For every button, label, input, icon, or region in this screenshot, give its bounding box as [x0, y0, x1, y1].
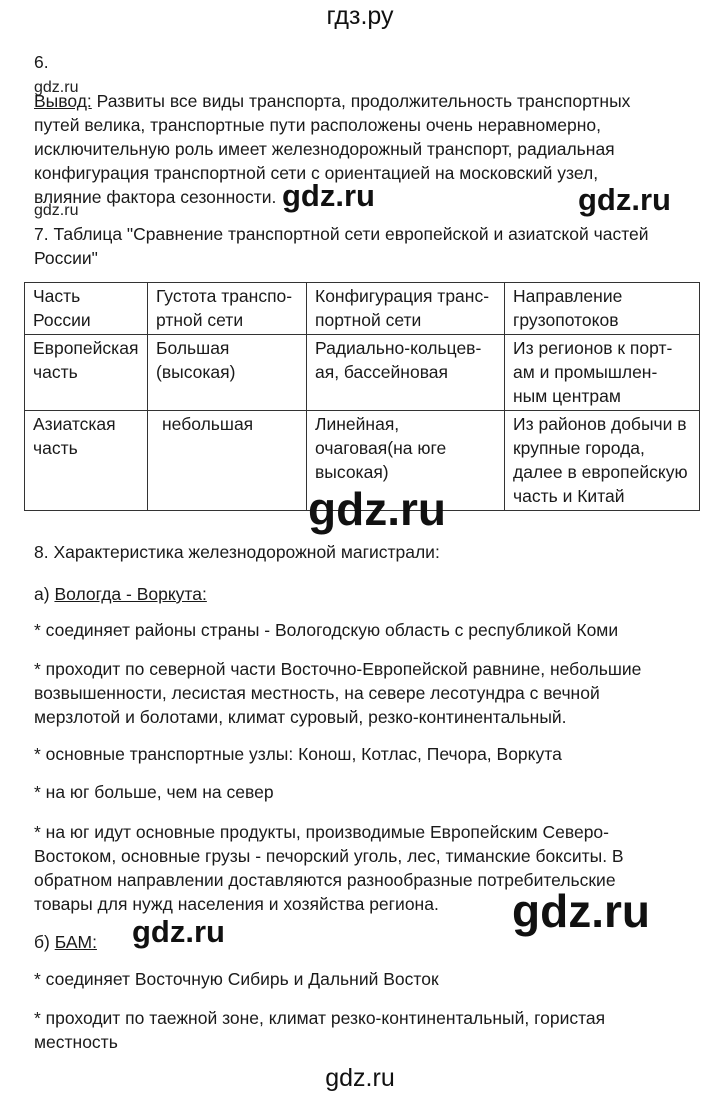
table-cell: Линейная, очаговая(на юге высокая) [307, 411, 505, 511]
a-item-5-line-3: обратном направлении доставляются разнообразные потребительские [34, 870, 616, 890]
conclusion-label: Вывод: [34, 91, 92, 111]
table-cell: Радиально-кольцев- ая, бассейновая [307, 335, 505, 411]
section-8-title: 8. Характеристика железнодорожной магистрали: [34, 542, 440, 562]
watermark-small-1: gdz.ru [34, 79, 79, 96]
section-6-line-1 [34, 89, 630, 113]
section-6-line-4: конфигурация транспортной сети с ориентацией на московский узел, [34, 163, 599, 183]
watermark-small-2: gdz.ru [34, 202, 79, 219]
b-item-2-line-1: * проходит по таежной зоне, климат резко-континентальный, гористая [34, 1008, 606, 1028]
table-row [25, 335, 700, 411]
a-item-2-line-3: мерзлотой и болотами, климат суровый, резко-континентальный. [34, 707, 567, 727]
subsection-a-heading [34, 582, 207, 606]
table-header-cell: Густота транспо- ртной сети [148, 283, 307, 335]
table-header-row [25, 283, 700, 335]
section-6-number: 6. [34, 52, 49, 72]
subsection-a-title: Вологда - Воркута: [54, 584, 207, 604]
subsection-b-title: БАМ: [54, 932, 97, 952]
a-item-2-line-1: * проходит по северной части Восточно-Европейской равнине, небольшие [34, 659, 642, 679]
section-7-title-2: России" [34, 248, 98, 268]
b-item-2-line-2: местность [34, 1032, 118, 1052]
a-item-5-line-1: * на юг идут основные продукты, производимые Европейским Северо- [34, 822, 609, 842]
watermark-footer: gdz.ru [325, 1064, 395, 1092]
conclusion-text: Развиты все виды транспорта, продолжительность транспортных [91, 91, 631, 111]
section-6-line-2: путей велика, транспортные пути расположены очень неравномерно, [34, 115, 602, 135]
table-cell: Из районов добычи в крупные города, далее в европейскую часть и Китай [505, 411, 700, 511]
b-item-1: * соединяет Восточную Сибирь и Дальний Восток [34, 969, 439, 989]
subsection-b-prefix: б) [34, 932, 55, 952]
table-cell: Из регионов к порт- ам и промышлен- ным центрам [505, 335, 700, 411]
watermark-big-1: gdz.ru [308, 483, 446, 535]
section-7-title-1: 7. Таблица "Сравнение транспортной сети европейской и азиатской частей [34, 224, 649, 244]
site-header: гдз.ру [326, 2, 394, 30]
section-6-line-5: влияние фактора сезонности. [34, 187, 277, 207]
table-header-cell: Часть России [25, 283, 148, 335]
section-6-line-3: исключительную роль имеет железнодорожный транспорт, радиальная [34, 139, 615, 159]
table-cell: Европейская часть [25, 335, 148, 411]
subsection-a-prefix: а) [34, 584, 55, 604]
a-item-5-line-2: Востоком, основные грузы - печорский уголь, лес, тиманские бокситы. В [34, 846, 624, 866]
a-item-1: * соединяет районы страны - Вологодскую область с республикой Коми [34, 620, 619, 640]
table-cell: Азиатская часть [25, 411, 148, 511]
watermark-big-2: gdz.ru [512, 885, 650, 937]
a-item-2-line-2: возвышенности, лесистая местность, на севере лесотундра с вечной [34, 683, 600, 703]
a-item-4: * на юг больше, чем на север [34, 782, 274, 802]
table-header-cell: Конфигурация транс- портной сети [307, 283, 505, 335]
watermark-mid-1: gdz.ru [282, 178, 375, 213]
subsection-b-heading [34, 930, 97, 954]
table-header-cell: Направление грузопотоков [505, 283, 700, 335]
watermark-mid-3: gdz.ru [132, 914, 225, 949]
table-cell: Большая (высокая) [148, 335, 307, 411]
table-cell: небольшая [148, 411, 307, 511]
comparison-table [24, 282, 700, 511]
a-item-5-line-4: товары для нужд населения и хозяйства региона. [34, 894, 439, 914]
a-item-3: * основные транспортные узлы: Конош, Котлас, Печора, Воркута [34, 744, 562, 764]
watermark-mid-2: gdz.ru [578, 182, 671, 217]
